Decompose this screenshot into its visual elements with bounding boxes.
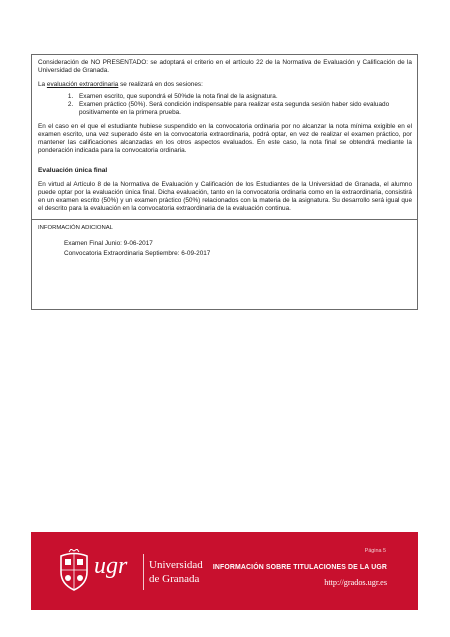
ugr-logo [94, 551, 140, 586]
evaluation-section [32, 55, 417, 213]
ordinary-failure-paragraph: En el caso en el que el estudiante hubiese suspendido en la convocatoria ordinaria por no alcanzar la nota mínima exigible en el examen escrito, una vez superado éste en la convocatoria extraordinaria, podrá optar, en vez de realizar el examen práctico, por mantener las calificaciones alcanzadas en los otros aspectos evaluados. En este caso, la nota final se obtendrá mediante la ponderación indicada para la convocatoria ordinaria. [38, 122, 412, 154]
logo-divider [143, 554, 144, 590]
list-item: 1. Examen escrito, que supondrá el 50%de la nota final de la asignatura. [75, 93, 412, 101]
ugr-logo-text: ugr [94, 553, 128, 579]
page-footer [31, 532, 418, 610]
sessions-list [38, 93, 412, 117]
extraordinary-link-text: evaluación extraordinaria [46, 81, 119, 89]
content-box [31, 54, 418, 310]
intro-prefix: La [38, 81, 47, 89]
page-number: Página 5 [364, 548, 386, 554]
extraordinary-intro [38, 81, 412, 89]
info-title: INFORMACIÓN SOBRE TITULACIONES DE LA UGR [212, 564, 387, 571]
university-name-line2: de Granada [149, 573, 200, 585]
list-item: 2. Examen práctico (50%). Será condición indispensable para realizar esta segunda sesión haber sido evaluado positivamente en la primera prueba. [75, 101, 412, 117]
unique-final-paragraph: En virtud al Artículo 8 de la Normativa de Evaluación y Calificación de los Estudiantes de la Universidad de Granada, el alumno puede optar por la evaluación única final. Dicha evaluación, tanto en la convocatoria ordinaria como en la extraordinaria, consistirá en un examen escrito (50%) y un examen práctico (50%) relacionados con la materia de la asignatura. Su desarrollo será igual que el descrito para la evaluación en la convocatoria extraordinaria de la evaluación continua. [38, 181, 412, 213]
exam-extraordinary-date: Convocatoria Extraordinaria Septiembre: 6-09-2017 [64, 250, 211, 257]
additional-info-label: INFORMACIÓN ADICIONAL [38, 225, 113, 232]
intro-suffix: se realizará en dos sesiones: [118, 81, 203, 89]
university-seal-icon [58, 549, 90, 598]
additional-info-section [32, 220, 417, 258]
exam-final-date: Examen Final Junio: 9-06-2017 [64, 240, 153, 248]
university-name-line1: Universidad [149, 559, 203, 571]
no-presentado-paragraph: Consideración de NO PRESENTADO: se adoptará el criterio en el artículo 22 de la Normativa de Evaluación y Calificación de la Universidad de Granada. [38, 59, 412, 75]
info-url-link[interactable]: http://grados.ugr.es [324, 578, 387, 587]
unique-final-heading: Evaluación única final [38, 166, 108, 174]
